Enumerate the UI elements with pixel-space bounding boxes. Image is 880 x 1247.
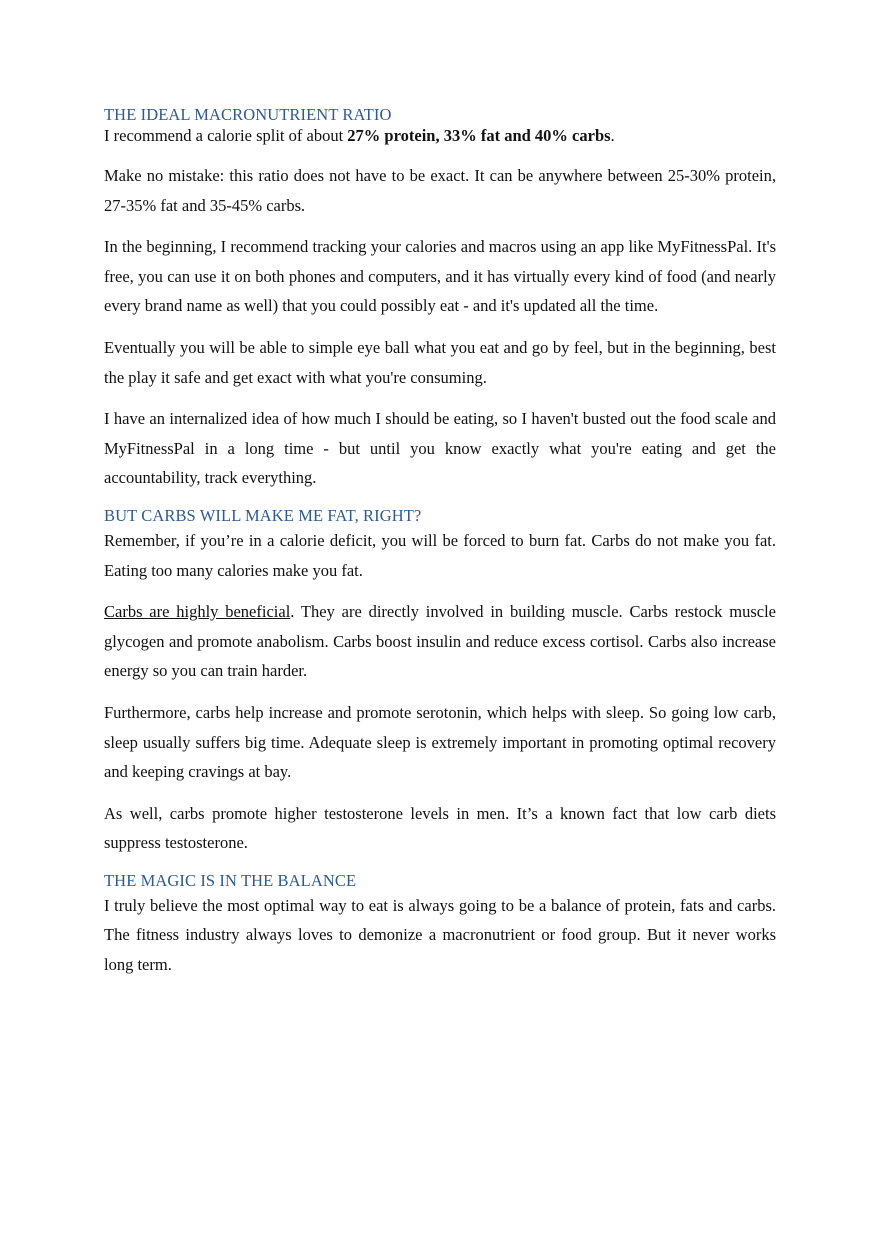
ratio-bold-values: 27% protein, 33% fat and 40% carbs xyxy=(347,126,611,145)
paragraph-ratio-not-exact: Make no mistake: this ratio does not have to be exact. It can be anywhere between 25-30% protein, 27-35% fat and 35-45% carbs. xyxy=(104,166,776,215)
paragraph-calorie-deficit: Remember, if you’re in a calorie deficit, you will be forced to burn fat. Carbs do not make you fat. Eating too many calories make you fat. xyxy=(104,530,776,580)
paragraph-balance: I truly believe the most optimal way to eat is always going to be a balance of protein, fats and carbs. The fitness industry always loves to demonize a macronutrient or food group. But it never works long term. xyxy=(104,895,776,975)
paragraph-internalized-idea: I have an internalized idea of how much I should be eating, so I haven't busted out the food scale and MyFitnessPal in a long time - but until you know exactly what you're eating and get the accountability, track everything. xyxy=(104,409,776,488)
ratio-intro-end: . xyxy=(610,126,615,145)
carbs-beneficial-underlined: Carbs are highly beneficial xyxy=(104,602,291,622)
paragraph-carbs-beneficial xyxy=(104,597,776,686)
paragraph-testosterone: As well, carbs promote higher testosterone levels in men. It’s a known fact that low carb diets suppress testosterone. xyxy=(104,803,776,853)
paragraph-ratio-recommendation xyxy=(104,125,776,147)
paragraph-tracking-app: In the beginning, I recommend tracking your calories and macros using an app like MyFitnessPal. It's free, you can use it on both phones and computers, and it has virtually every kind of food (and nearly every brand name as well) that you could possibly eat - and it's updated all the time. xyxy=(104,237,776,316)
paragraph-serotonin-sleep: Furthermore, carbs help increase and promote serotonin, which helps with sleep. So going low carb, sleep usually suffers big time. Adequate sleep is extremely important in promoting optimal recovery and keeping cravings at bay. xyxy=(104,702,776,782)
carbs-beneficial-rest: . They are directly involved in building muscle. Carbs restock muscle glycogen and promote anabolism. Carbs boost insulin and reduce excess cortisol. Carbs also increase energy so you can train harder. xyxy=(104,602,776,681)
section-heading-carbs-fat: BUT CARBS WILL MAKE ME FAT, RIGHT? xyxy=(104,505,422,525)
section-heading-magic-balance: THE MAGIC IS IN THE BALANCE xyxy=(104,870,357,890)
document-body xyxy=(104,104,776,992)
section-heading-macronutrient-ratio: THE IDEAL MACRONUTRIENT RATIO xyxy=(104,105,392,124)
paragraph-eye-ball: Eventually you will be able to simple eye ball what you eat and go by feel, but in the beginning, best the play it safe and get exact with what you're consuming. xyxy=(104,337,776,387)
ratio-intro-text: I recommend a calorie split of about xyxy=(104,126,348,145)
